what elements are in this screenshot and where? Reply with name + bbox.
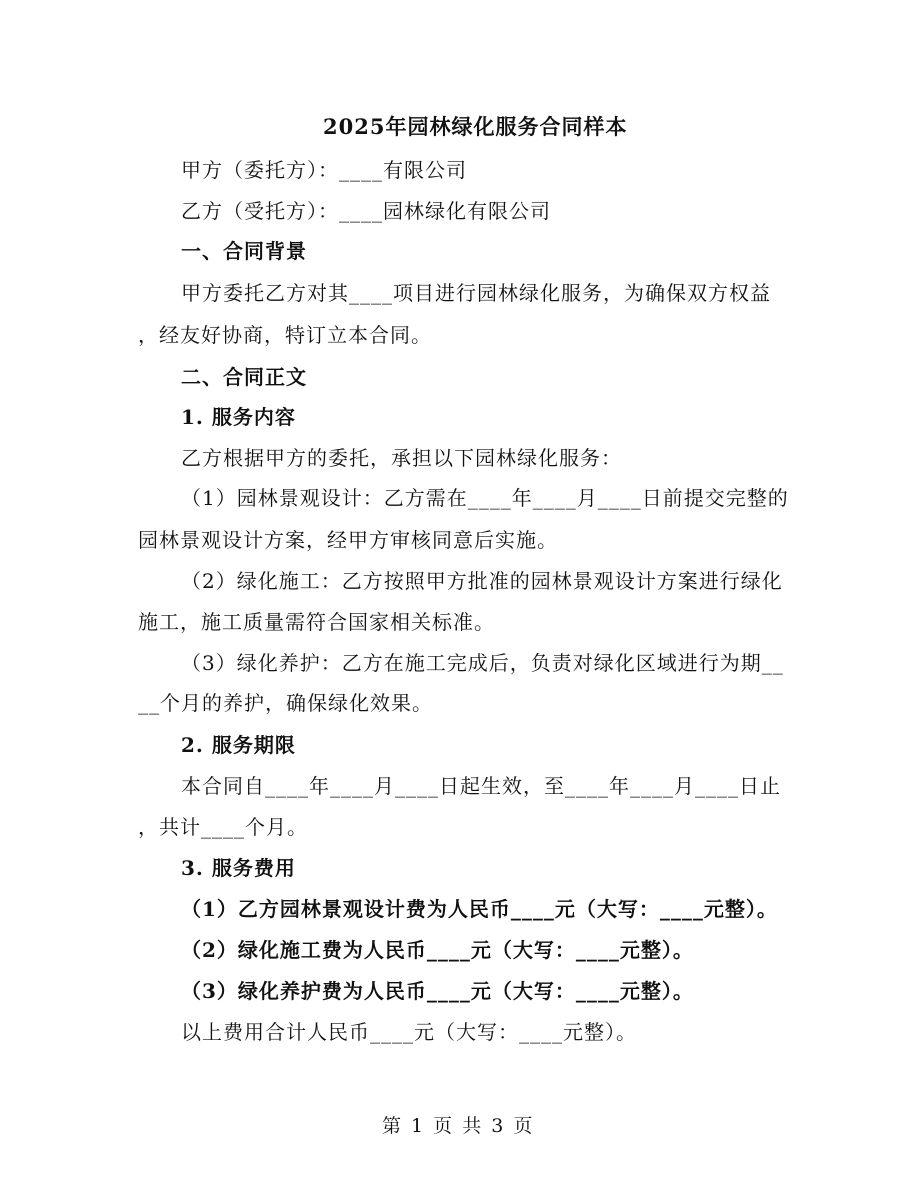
total-fee-line: 以上费用合计人民币____元（大写：____元整）。: [181, 1020, 637, 1044]
fee3-line: （3）绿化养护费为人民币____元（大写：____元整）。: [181, 979, 694, 1003]
fee2-line: （2）绿化施工费为人民币____元（大写：____元整）。: [181, 938, 694, 962]
section1-heading: 一、合同背景: [181, 239, 307, 263]
item1-sub1-line1: （1）园林景观设计：乙方需在____年____月____日前提交完整的: [181, 486, 789, 510]
page-footer: 第 1 页 共 3 页: [382, 1115, 535, 1137]
item1-heading: 1. 服务内容: [181, 405, 296, 429]
section1-para-line1: 甲方委托乙方对其____项目进行园林绿化服务，为确保双方权益: [181, 281, 771, 305]
item1-sub2-line1: （2）绿化施工：乙方按照甲方批准的园林景观设计方案进行绿化: [181, 569, 783, 593]
section1-para-line2: ，经友好协商，特订立本合同。: [138, 323, 432, 347]
document-title: 2025年园林绿化服务合同样本: [323, 114, 628, 139]
item2-heading: 2. 服务期限: [181, 733, 296, 757]
item1-sub3-line1: （3）绿化养护：乙方在施工完成后，负责对绿化区域进行为期__: [181, 651, 784, 675]
item1-sub2-line2: 施工，施工质量需符合国家相关标准。: [138, 610, 495, 634]
party-b-line: 乙方（受托方）：____园林绿化有限公司: [181, 199, 551, 223]
item2-line2: ，共计____个月。: [138, 815, 308, 839]
item1-sub1-line2: 园林景观设计方案，经甲方审核同意后实施。: [138, 528, 558, 552]
fee1-line: （1）乙方园林景观设计费为人民币____元（大写：____元整）。: [181, 897, 778, 921]
section2-heading: 二、合同正文: [181, 365, 307, 389]
item2-line1: 本合同自____年____月____日起生效，至____年____月____日止: [181, 774, 781, 798]
party-a-line: 甲方（委托方）：____有限公司: [181, 158, 467, 182]
item1-sub3-line2: __个月的养护，确保绿化效果。: [138, 691, 433, 715]
item3-heading: 3. 服务费用: [181, 856, 296, 880]
item1-intro: 乙方根据甲方的委托，承担以下园林绿化服务：: [181, 446, 622, 470]
